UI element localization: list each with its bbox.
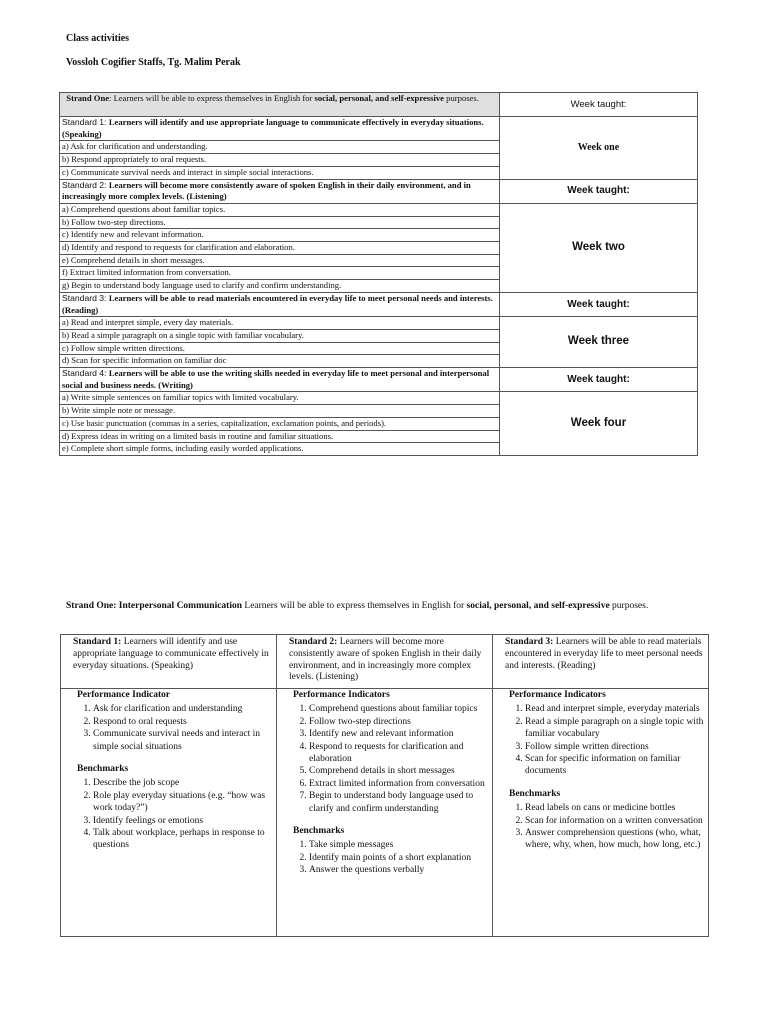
organization-line: Vossloh Cogifier Staffs, Tg. Malim Perak	[66, 57, 241, 68]
performance-indicator-title: Performance Indicator	[77, 690, 171, 700]
strand-text-end: purposes.	[444, 93, 479, 103]
strand-bold-text: social, personal, and self-expressive	[314, 93, 444, 103]
strand-heading: Strand One: Interpersonal Communication	[66, 601, 243, 611]
standard-3-row	[60, 292, 698, 316]
performance-indicators-title: Performance Indicators	[509, 690, 606, 700]
standard-2-cell	[60, 179, 500, 203]
list-item: d) Express ideas in writing on a limited basis in routine and familiar situations.	[60, 430, 500, 443]
page-title: Class activities	[66, 33, 130, 44]
standard-3-body	[493, 689, 709, 937]
list-item: 3. Answer comprehension questions (who, what, where, why, when, how much, how long, etc.)	[525, 827, 704, 852]
standard-1-label: Standard 1:	[62, 117, 109, 127]
benchmarks-title: Benchmarks	[77, 764, 129, 775]
list-item: 2. Respond to oral requests	[93, 716, 272, 728]
week-one-cell: Week one	[500, 117, 698, 180]
list-item: d) Scan for specific information on familiar doc	[60, 355, 500, 368]
list-item: 2. Follow two-step directions	[309, 716, 488, 728]
standard-1-body	[61, 689, 277, 937]
strand-label: Strand One	[66, 93, 110, 103]
standard-3-cell	[60, 292, 500, 316]
performance-indicator-list	[509, 703, 704, 777]
benchmarks-list	[509, 802, 704, 852]
list-item: a) Ask for clarification and understanding.	[60, 141, 500, 154]
standard-2-header	[277, 635, 493, 689]
standard-1-text: Learners will identify and use appropriate language to communicate effectively in everyday situations. (Speaking)	[62, 117, 484, 139]
list-item: b) Respond appropriately to oral requests.	[60, 154, 500, 167]
week-three-cell: Week three	[500, 317, 698, 368]
list-item: 2. Scan for information on a written conversation	[525, 815, 704, 827]
list-item: b) Follow two-step directions.	[60, 216, 500, 229]
week-taught-header: Week taught:	[500, 93, 698, 117]
week-taught-label: Week taught:	[500, 368, 698, 392]
strand-paragraph-end: purposes.	[609, 601, 649, 611]
list-item: 4. Respond to requests for clarification and elaboration	[309, 741, 488, 766]
standard-3-label: Standard 3:	[62, 292, 109, 303]
standard-3-header-label: Standard 3:	[505, 637, 554, 647]
standards-table	[60, 634, 709, 937]
performance-indicator-list	[293, 703, 488, 815]
benchmarks-title: Benchmarks	[509, 788, 561, 799]
standard-2-label: Standard 2:	[62, 179, 109, 190]
list-item: c) Follow simple written directions.	[60, 342, 500, 355]
list-item: 3. Answer the questions verbally	[309, 864, 488, 876]
benchmarks-title: Benchmarks	[293, 826, 345, 837]
standard-1-cell	[60, 117, 500, 141]
standard-1-header-label: Standard 1:	[73, 637, 122, 647]
list-item: 1. Take simple messages	[309, 839, 488, 851]
list-item: e) Comprehend details in short messages.	[60, 254, 500, 267]
standard-3-text: Learners will be able to read materials encountered in everyday life to meet personal needs and interests. (Reading)	[62, 292, 493, 315]
list-item: a) Comprehend questions about familiar topics.	[60, 203, 500, 216]
list-item: 4. Talk about workplace, perhaps in response to questions	[93, 827, 272, 852]
strand-paragraph-text: Learners will be able to express themselves in English for	[242, 601, 467, 611]
list-item: 1. Read labels on cans or medicine bottles	[525, 802, 704, 814]
strand-paragraph-bold: social, personal, and self-expressive	[466, 601, 610, 611]
standard-2-header-label: Standard 2:	[289, 637, 338, 647]
list-item: 1. Read and interpret simple, everyday materials	[525, 703, 704, 715]
list-item: 3. Identify new and relevant information	[309, 728, 488, 740]
list-item: f) Extract limited information from conversation.	[60, 267, 500, 280]
list-item: b) Write simple note or message.	[60, 405, 500, 418]
strand-paragraph	[66, 599, 731, 613]
strand-text: : Learners will be able to express themselves in English for	[109, 93, 315, 103]
list-item: 4. Scan for specific information on familiar documents	[525, 753, 704, 778]
list-item: 2. Role play everyday situations (e.g. “how was work today?”)	[93, 790, 272, 815]
standard-2-header-text: Learners will become more consistently aware of spoken English in their daily environment, and in increasingly more complex levels. (Listening)	[289, 637, 482, 683]
standard-4-label: Standard 4:	[62, 368, 109, 379]
standard-2-body	[277, 689, 493, 937]
standard-4-cell	[60, 368, 500, 392]
standard-4-row	[60, 368, 698, 392]
standard-1-header	[61, 635, 277, 689]
list-item: a) Write simple sentences on familiar topics with limited vocabulary.	[60, 392, 500, 405]
list-item: 3. Identify feelings or emotions	[93, 815, 272, 827]
list-item: a) Read and interpret simple, every day materials.	[60, 317, 500, 330]
list-item: 1. Comprehend questions about familiar topics	[309, 703, 488, 715]
list-item: c) Use basic punctuation (commas in a series, capitalization, exclamation points, and periods).	[60, 417, 500, 430]
list-item: g) Begin to understand body language used to clarify and confirm understanding.	[60, 280, 500, 293]
benchmarks-list	[293, 839, 488, 876]
week-four-cell: Week four	[500, 392, 698, 456]
week-taught-label: Week taught:	[500, 292, 698, 316]
week-plan-table	[59, 92, 698, 456]
standard-3-header	[493, 635, 709, 689]
standard-1-row	[60, 117, 698, 141]
list-item: c) Identify new and relevant information.	[60, 229, 500, 242]
list-item: e) Complete short simple forms, including easily worded applications.	[60, 443, 500, 456]
list-item: c) Communicate survival needs and interact in simple social interactions.	[60, 166, 500, 179]
standard-4-text: Learners will be able to use the writing skills needed in everyday life to meet personal and interpersonal social and business needs. (Writing)	[62, 368, 490, 390]
list-item: 1. Describe the job scope	[93, 777, 272, 789]
list-item: 2. Read a simple paragraph on a single topic with familiar vocabulary	[525, 716, 704, 741]
list-item: 7. Begin to understand body language used to clarify and confirm understanding	[309, 790, 488, 815]
list-item: d) Identify and respond to requests for clarification and elaboration.	[60, 242, 500, 255]
week-taught-label: Week taught:	[500, 179, 698, 203]
benchmarks-list	[77, 777, 272, 851]
performance-indicators-title: Performance Indicators	[293, 690, 390, 700]
list-item: 6. Extract limited information from conversation	[309, 778, 488, 790]
standard-2-row	[60, 179, 698, 203]
performance-indicator-list	[77, 703, 272, 753]
standard-1-header-text: Learners will identify and use appropriate language to communicate effectively in everyday situations. (Speaking)	[73, 637, 269, 671]
list-item: 1. Ask for clarification and understanding	[93, 703, 272, 715]
list-item: 3. Communicate survival needs and interact in simple social situations	[93, 728, 272, 753]
strand-row	[60, 93, 698, 117]
list-item: 5. Comprehend details in short messages	[309, 765, 488, 777]
list-item: 2. Identify main points of a short explanation	[309, 852, 488, 864]
week-two-cell: Week two	[500, 203, 698, 292]
standard-3-header-text: Learners will be able to read materials encountered in everyday life to meet personal needs and interests. (Reading)	[505, 637, 703, 671]
standard-2-text: Learners will become more consistently aware of spoken English in their daily environment, and in increasingly more complex levels. (Listening)	[62, 179, 471, 202]
list-item: 3. Follow simple written directions	[525, 741, 704, 753]
strand-cell	[60, 93, 500, 117]
list-item: b) Read a simple paragraph on a single topic with familiar vocabulary.	[60, 329, 500, 342]
